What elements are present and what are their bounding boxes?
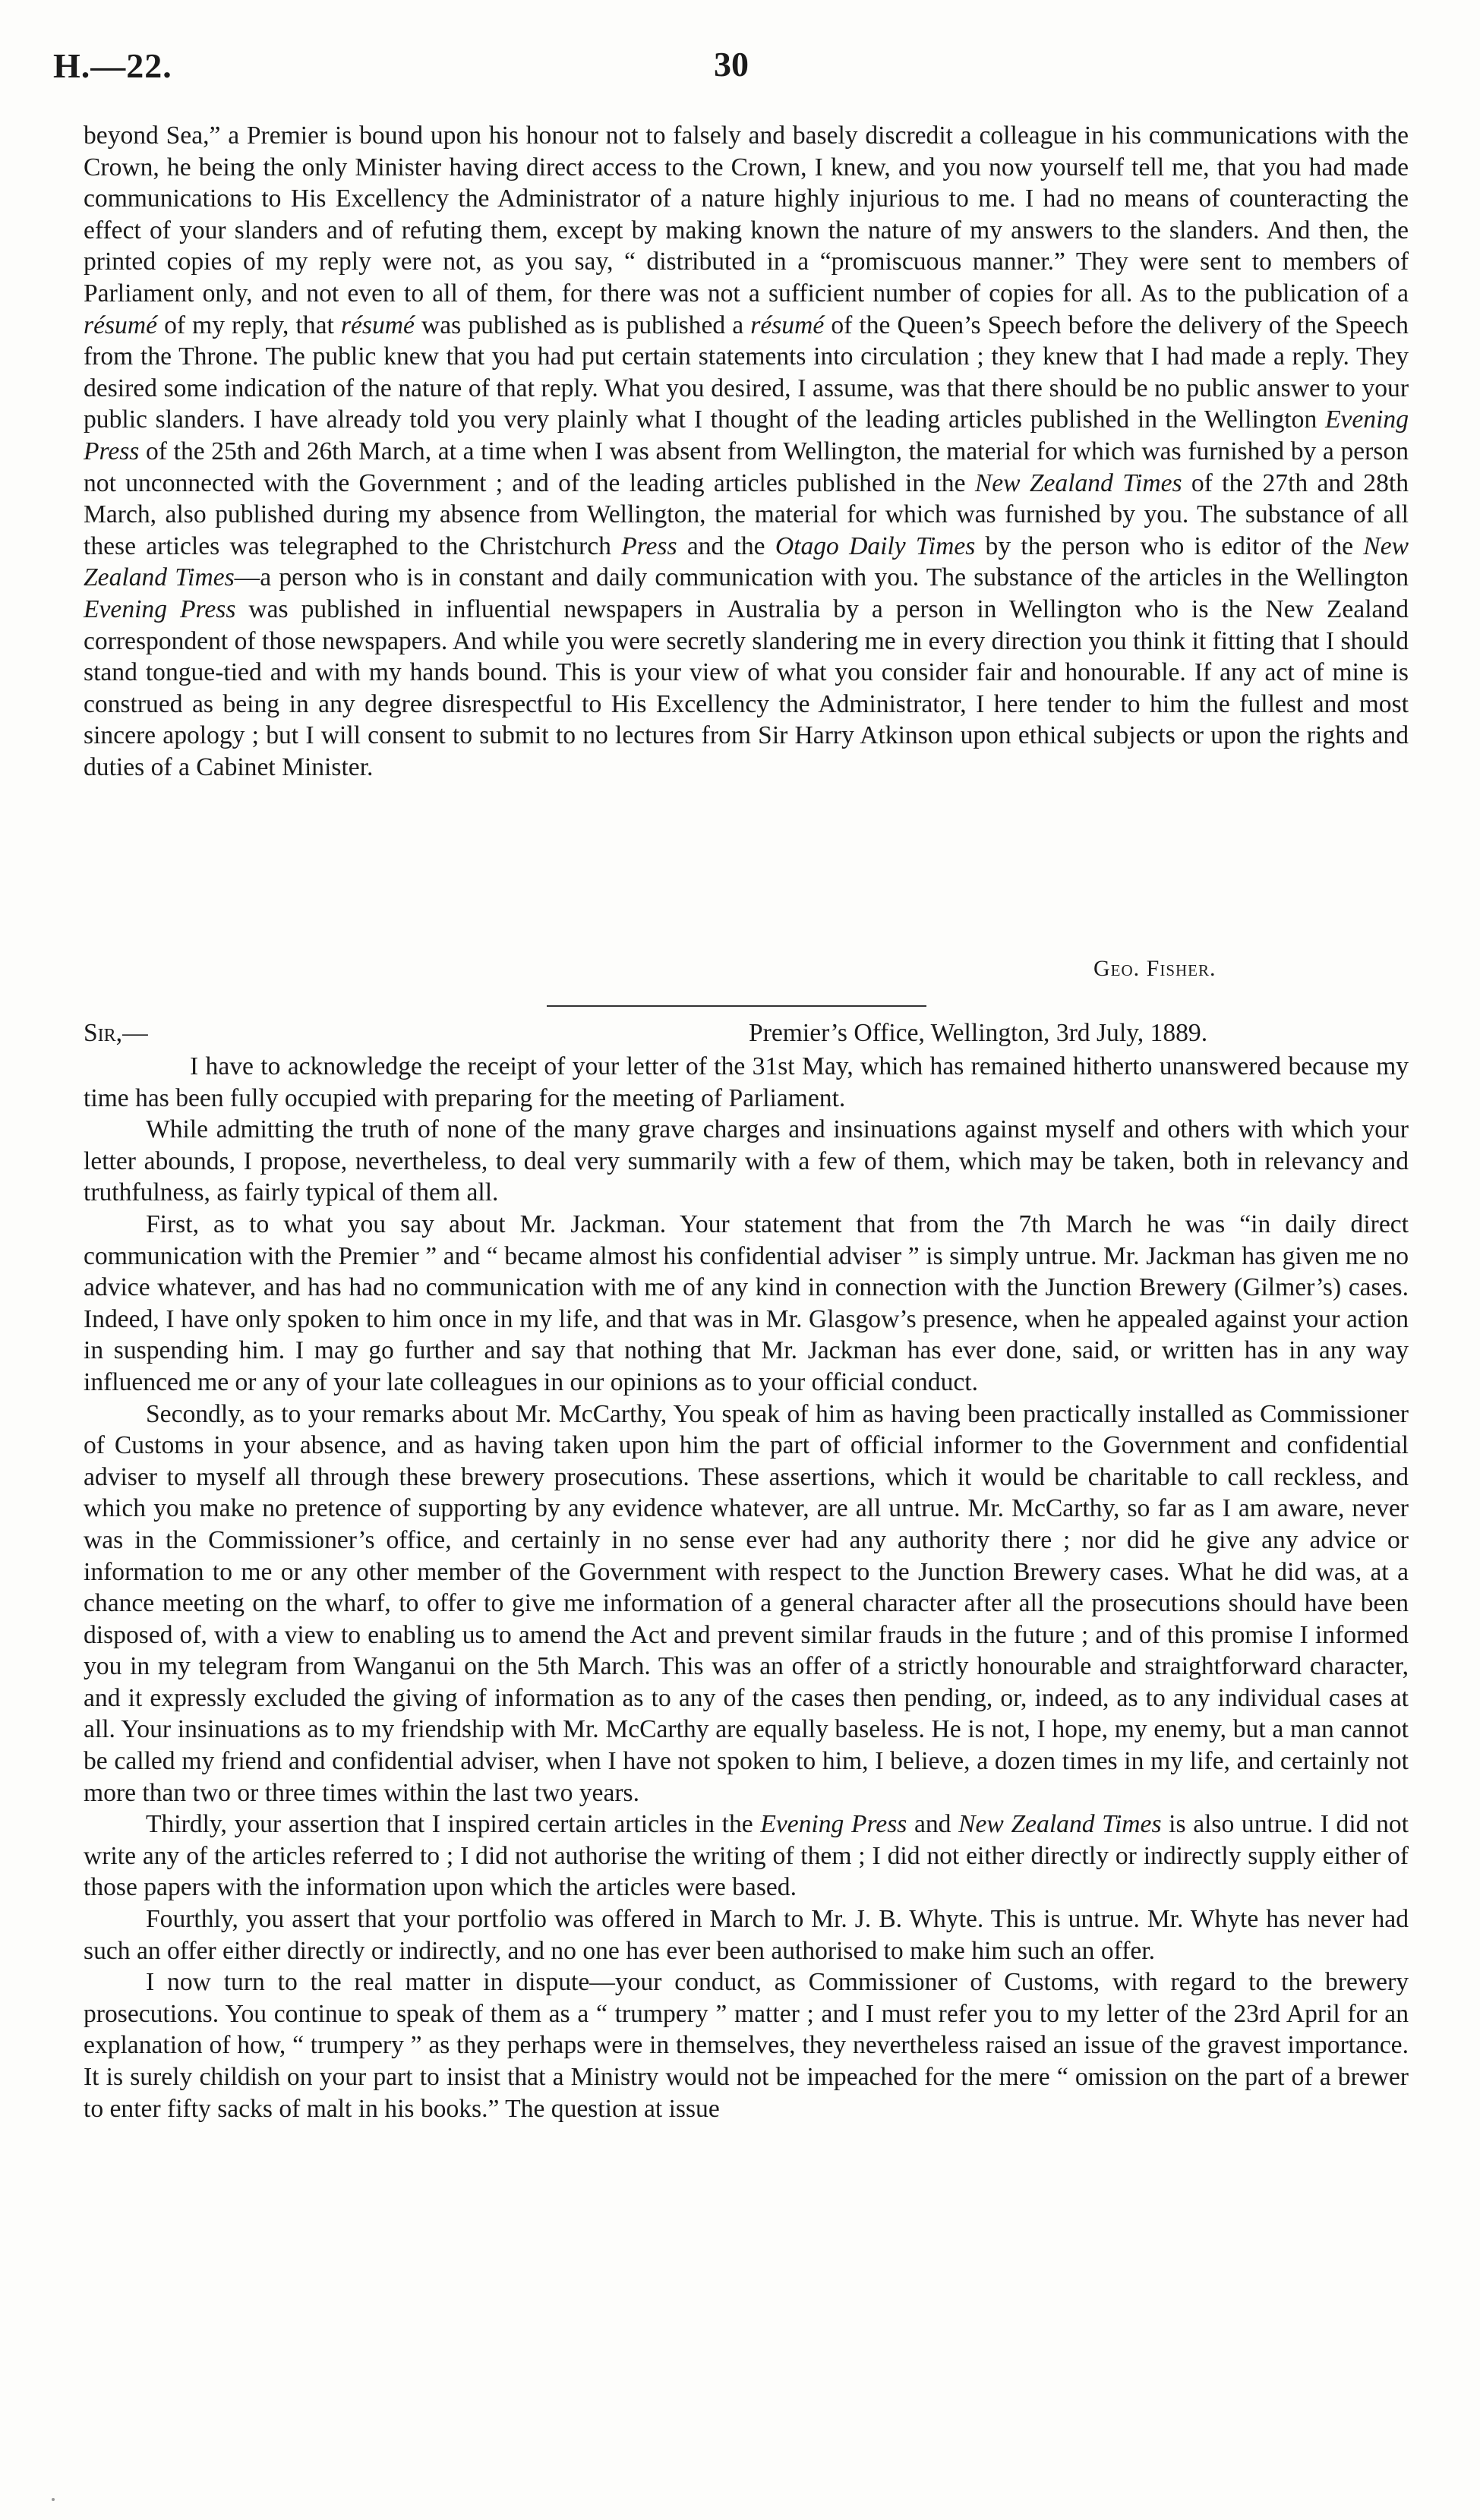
text-run: —a person who is in constant and daily communication with you. The substance of the articles in the Wellington [234,563,1409,592]
dateline: Premier’s Office, Wellington, 3rd July, 1889. [749,1019,1208,1047]
text-run: I now turn to the real matter in dispute—your conduct, as Commissioner of Customs, with regard to the brewery prosecutions. You continue to speak of them as a “ trumpery ” matter ; and I must refer you to my letter of the 23rd April for an explanation of how, “ trumpery ” as they perhaps were in themselves, they nevertheless raised an issue of the gravest importance. It is surely childish on your part to insist that a Ministry would not be impeached for the mere “ omission on the part of a brewer to enter fifty sacks of malt in his books.” The question at issue [84,1968,1409,2123]
signature: Geo. Fisher. [1093,956,1217,981]
text-run: Thirdly, your assertion that I inspired certain articles in the [146,1810,761,1839]
text-run: is also untrue. I did not write any of the articles referred to ; I did not authorise the writing of them ; I did not either directly or indirectly supply either of those papers with the information upon which the articles were based. [84,1810,1409,1902]
letter-two-paragraph [84,1209,1409,1399]
salutation: Sir,— [84,1019,148,1047]
letter-two-paragraph [84,1399,1409,1809]
letter-one-body [84,120,1409,783]
text-run: While admitting the truth of none of the many grave charges and insinuations against myself and others with which your letter abounds, I propose, nevertheless, to deal very summarily with a few of them, which may be taken, both in relevancy and truthfulness, as fairly typical of them all. [84,1115,1409,1207]
italic-text: New Zealand Times [958,1810,1162,1839]
letter-two-paragraph [84,1903,1409,1966]
text-run: was published in influential newspapers in Australia by a person in Wellington who is the New Zealand correspondent of those newspapers. And while you were secretly slandering me in every direction you think it fitting that I should stand tongue-tied and with my hands bound. This is your view of what you consider fair and honourable. If any act of mine is construed as being in any degree disrespectful to His Excellency the Administrator, I here tender to him the fullest and most sincere apology ; but I will consent to submit to no lectures from Sir Harry Atkinson upon ethical subjects or upon the rights and duties of a Cabinet Minister. [84,595,1409,781]
italic-text: Evening Press [84,595,236,623]
italic-text: résumé [750,311,825,339]
letter-two-paragraph [84,1966,1409,2124]
italic-text: Evening Press [84,405,1409,465]
text-run: and the [677,531,775,560]
text-run: Fourthly, you assert that your portfolio was offered in March to Mr. J. B. Whyte. This is untrue. Mr. Whyte has never had such an offer either directly or indirectly, and no one has ever been authorised to make him such an offer. [84,1905,1409,1965]
italic-text: Otago Daily Times [775,531,976,560]
text-run: was published as is published a [414,311,751,339]
document-reference: H.—22. [53,46,172,85]
text-run: of my reply, that [156,311,341,339]
italic-text: résumé [340,311,415,339]
page-number: 30 [714,45,749,84]
text-run: of the 27th and 28th March, also published during my absence from Wellington, the material for which was furnished by you. The substance of all these articles was telegraphed to the Christchurch [84,468,1409,560]
italic-text: New Zealand Times [974,468,1182,497]
section-divider [547,1005,926,1007]
italic-text: Press [621,531,677,560]
letter-one-paragraph [84,120,1409,783]
letter-two-paragraph [84,1809,1409,1903]
letter-two-paragraph [84,1114,1409,1209]
text-run: Secondly, as to your remarks about Mr. McCarthy, You speak of him as having been practically installed as Commissioner of Customs in your absence, and as having taken upon him the part of official informer to the Government and confidential adviser to myself all through these brewery prosecutions. These assertions, which it would be charitable to call reckless, and which you make no pretence of supporting by any evidence whatever, are all untrue. Mr. McCarthy, so far as I am aware, never was in the Commissioner’s office, and certainly in no sense ever had any authority there ; nor did he give any advice or information to me or any other member of the Government with respect to the Junction Brewery cases. What he did was, at a chance meeting on the wharf, to offer to give me information of a general character after all the prosecutions should have been disposed of, with a view to enabling us to amend the Act and prevent similar frauds in the future ; and of this promise I informed you in my telegram from Wanganui on the 5th March. This was an offer of a strictly honourable and straightforward character, and it expressly excluded the giving of information as to any of the cases then pending, or, indeed, as to any individual cases at all. Your insinuations as to my friendship with Mr. McCarthy are equally baseless. He is not, I hope, my enemy, but a man cannot be called my friend and confidential adviser, when I have not spoken to him, I believe, a dozen times in my life, and certainly not more than two or three times within the last two years. [84,1399,1409,1807]
letter-two-paragraph [84,1051,1409,1114]
italic-text: résumé [84,311,157,339]
italic-text: Evening Press [760,1810,907,1839]
letter-two-body [84,1051,1409,2124]
text-run: beyond Sea,” a Premier is bound upon his honour not to falsely and basely discredit a colleague in his communications with the Crown, he being the only Minister having direct access to the Crown, I knew, and you now yourself tell me, that you had made communications to His Excellency the Administrator of a nature highly injurious to me. I had no means of counteracting the effect of your slanders and of refuting them, except by making known the nature of my answers to the slanders. And then, the printed copies of my reply were not, as you say, “ distributed in a “promiscuous manner.” They were sent to members of Parliament only, and not even to all of them, for there was not a sufficient number of copies for all. As to the publication of a [84,121,1409,308]
scan-mark [52,2498,55,2501]
text-run: I have to acknowledge the receipt of your letter of the 31st May, which has remained hitherto unanswered because my time has been fully occupied with preparing for the meeting of Parliament. [84,1052,1409,1112]
text-run: of the Queen’s Speech before the delivery of the Speech from the Throne. The public knew that you had put certain statements into circulation ; they knew that I had made a reply. They desired some indication of the nature of that reply. What you desired, I assume, was that there should be no public answer to your public slanders. I have already told you very plainly what I thought of the leading articles published in the Wellington [84,311,1409,434]
text-run: and [907,1810,959,1839]
text-run: of the 25th and 26th March, at a time when I was absent from Wellington, the material for which was furnished by a person not unconnected with the Government ; and of the leading articles published in the [84,437,1409,497]
text-run: First, as to what you say about Mr. Jackman. Your statement that from the 7th March he was “in daily direct communication with the Premier ” and “ became almost his confidential adviser ” is simply untrue. Mr. Jackman has given me no advice whatever, and has had no communication with me of any kind in connection with the Junction Brewery (Gilmer’s) cases. Indeed, I have only spoken to him once in my life, and that was in Mr. Glasgow’s presence, when he appealed against your action in suspending him. I may go further and say that nothing that Mr. Jackman has ever done, said, or written has in any way influenced me or any of your late colleagues in our opinions as to your official conduct. [84,1210,1409,1396]
italic-text: New Zealand Times [84,531,1409,592]
text-run: by the person who is editor of the [975,531,1364,560]
